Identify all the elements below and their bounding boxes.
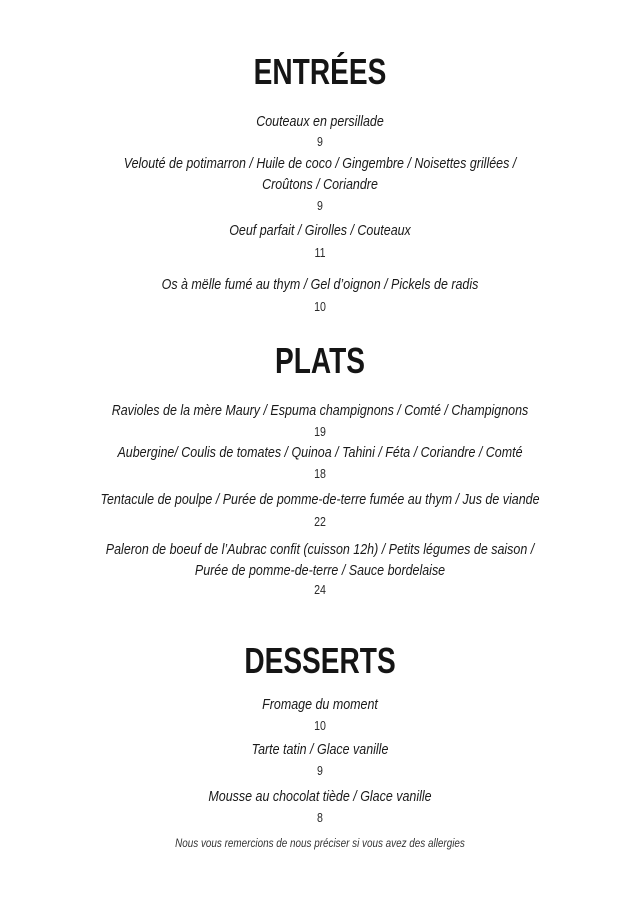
menu-item-name: Fromage du moment [262,697,378,713]
menu-item-name: Couteaux en persillade [256,114,384,130]
menu-item-name: Os à mëlle fumé au thym / Gel d’oignon / Pickels de radis [161,277,479,293]
menu-item-price: 10 [314,300,326,314]
menu-item-price: 9 [317,199,323,213]
menu-item-price: 9 [317,135,323,149]
menu-item-name-continued: Purée de pomme-de-terre / Sauce bordelaise [194,563,446,579]
menu-item-name-continued: Croûtons / Coriandre [262,177,378,193]
menu-item-name: Aubergine/ Coulis de tomates / Quinoa / Tahini / Féta / Coriandre / Comté [117,445,523,461]
section-title-entrees: ENTRÉES [253,51,387,92]
menu-item-name: Ravioles de la mère Maury / Espuma champignons / Comté / Champignons [111,403,529,419]
menu-item-price: 8 [317,811,323,825]
menu-item-name: Tarte tatin / Glace vanille [251,742,389,758]
menu-item-price: 19 [314,425,326,439]
menu-item-name: Paleron de boeuf de l’Aubrac confit (cuisson 12h) / Petits légumes de saison / [105,542,535,558]
menu-item-price: 9 [317,764,323,778]
menu-item-price: 10 [314,719,326,733]
menu-item-price: 11 [314,246,326,260]
menu-item-name: Tentacule de poulpe / Purée de pomme-de-terre fumée au thym / Jus de viande [100,492,540,508]
allergy-note: Nous vous remercions de nous préciser si vous avez des allergies [175,838,465,850]
menu-item-price: 22 [314,515,326,529]
menu-item-price: 18 [314,467,326,481]
menu-item-name: Mousse au chocolat tiède / Glace vanille [208,789,432,805]
menu-item-name: Velouté de potimarron / Huile de coco / Gingembre / Noisettes grillées / [123,156,517,172]
section-title-plats: PLATS [275,340,365,381]
menu-item-price: 24 [314,583,326,597]
section-title-desserts: DESSERTS [244,640,396,681]
menu-item-name: Oeuf parfait / Girolles / Couteaux [229,223,411,239]
